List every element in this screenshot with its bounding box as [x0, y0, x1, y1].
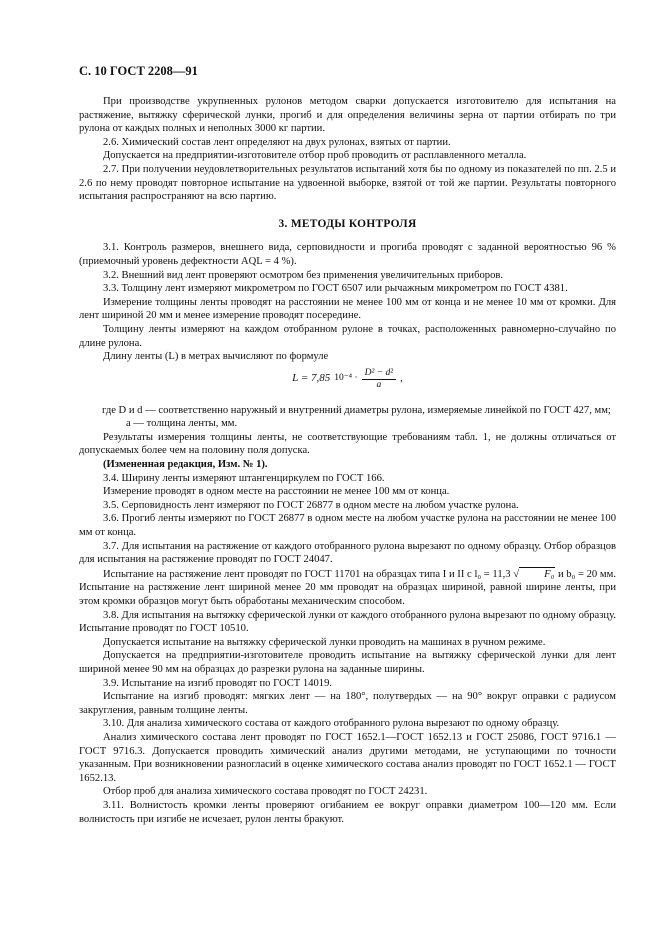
paragraph: 3.3. Толщину лент измеряют микрометром по ГОСТ 6507 или рычажным микрометром по ГОСТ 4381.: [103, 283, 568, 295]
formula-factor: 10⁻⁴ ·: [334, 373, 358, 384]
paragraph: Длину ленты (L) в метрах вычисляют по формуле: [103, 351, 329, 363]
length-formula: [79, 368, 616, 398]
paragraph: Допускается на предприятии-изготовителе проводить испытание на вытяжку сферической лунки для лент шириной менее 90 мм на образцах до разрезки рулона на заданные ширины.: [79, 650, 616, 675]
running-header: С. 10 ГОСТ 2208—91: [79, 64, 198, 78]
tensile-sqrt-value: F₀: [519, 567, 555, 582]
paragraph: Допускается на предприятии-изготовителе отбор проб проводить от расплавленного металла.: [103, 150, 527, 162]
paragraph: 2.7. При получении неудовлетворительных результатов испытаний хотя бы по одному из показателей по пп. 2.5 и 2.6 по нему проводят повторное испытание на удвоенной выборке, взятой от той же партии. Результаты повторного испытания распространяют на всю партию.: [79, 163, 616, 203]
paragraph: 3.8. Для испытания на вытяжку сферической лунки от каждого отобранного рулона вырезают по одному образцу. Испытание проводят по ГОСТ 10510.: [79, 609, 616, 635]
paragraph: 3.4. Ширину ленты измеряют штангенциркулем по ГОСТ 166.: [103, 472, 385, 484]
tensile-text-before: Испытание на растяжение лент проводят по ГОСТ 11701 на образцах типа I и II с l₀ = 11,3: [103, 568, 511, 580]
paragraph: Измерение толщины ленты проводят на расстоянии не менее 100 мм от конца и не менее 10 мм от кромки. Для лент шириной 20 мм и менее измерение проводят посередине.: [79, 296, 616, 322]
paragraph: Испытание на изгиб проводят: мягких лент — на 180°, полутвердых — на 90° вокруг оправки с радиусом закругления, равным толщине ленты.: [79, 691, 616, 716]
paragraph-tensile: [79, 567, 616, 609]
paragraph: 3.7. Для испытания на растяжение от каждого отобранного рулона вырезают по одному образцу. Отбор образцов для испытания на растяжение проводят по ГОСТ 24047.: [79, 540, 616, 566]
paragraph: 3.2. Внешний вид лент проверяют осмотром без применения увеличительных приборов.: [103, 269, 504, 281]
where-clause: где D и d — соответственно наружный и внутренний диаметры рулона, измеряемые линейкой по ГОСТ 427, мм;: [102, 404, 611, 416]
formula-fraction: [362, 368, 396, 391]
document-body: [79, 95, 616, 826]
paragraph: 3.1. Контроль размеров, внешнего вида, серповидности и прогиба проводят с заданной вероятностью 96 % (приемочный уровень дефектности AQL = 4 %).: [79, 242, 616, 267]
paragraph: Измерение проводят в одном месте на расстоянии не менее 100 мм от конца.: [103, 486, 450, 498]
formula-lhs: L = 7,85: [292, 372, 331, 385]
paragraph: 3.9. Испытание на изгиб проводят по ГОСТ 14019.: [103, 677, 333, 689]
paragraph: Результаты измерения толщины ленты, не соответствующие требованиям табл. 1, не должны отличаться от допускаемых более чем на половину поля допуска.: [79, 431, 616, 457]
paragraph: 2.6. Химический состав лент определяют на двух рулонах, взятых от партии.: [103, 136, 451, 148]
amendment-note: (Измененная редакция, Изм. № 1).: [103, 459, 268, 471]
formula-denominator: a: [376, 379, 382, 390]
where-clause: a — толщина ленты, мм.: [126, 418, 238, 430]
paragraph: 3.5. Серповидность лент измеряют по ГОСТ 26877 в одном месте на любом участке рулона.: [103, 499, 519, 511]
paragraph: Анализ химического состава лент проводят по ГОСТ 1652.1—ГОСТ 1652.13 и ГОСТ 25086, ГОСТ 9716.1 — ГОСТ 9716.3. Допускается проводить химический анализ другими методами, не уступающими по точности указанным. При возникновении разногласий в оценке химического состава анализ проводят по ГОСТ 1652.1 — ГОСТ 1652.13.: [79, 731, 616, 784]
tensile-text-after: и b₀ = 20 мм. Испытание на растяжение лент шириной менее 20 мм проводят на образцах шириной, равной ширине ленты, при этом кромки образцов могут быть обработаны механическим способом.: [79, 568, 616, 607]
paragraph: Толщину ленты измеряют на каждом отобранном рулоне в точках, расположенных равномерно-случайно по длине рулона.: [79, 323, 616, 349]
section-title: 3. МЕТОДЫ КОНТРОЛЯ: [278, 217, 417, 230]
paragraph: При производстве укрупненных рулонов методом сварки допускается изготовителю для испытания на растяжение, вытяжку сферической лунки, прогиб и для определения величины зерна от партии отбирать по три рулона от каждых полных и неполных 3000 кг партии.: [79, 96, 616, 135]
paragraph: 3.6. Прогиб ленты измеряют по ГОСТ 26877 в одном месте на любом участке рулона на расстоянии не менее 100 мм от конца.: [79, 513, 616, 539]
paragraph: Допускается испытание на вытяжку сферической лунки проводить на машинах в ручном режиме.: [103, 636, 546, 648]
formula-tail: ,: [400, 372, 403, 385]
sqrt-sign: √: [513, 568, 520, 580]
spacer: [79, 204, 616, 218]
formula-numerator: D² − d²: [362, 368, 396, 380]
paragraph: Отбор проб для анализа химического состава проводят по ГОСТ 24231.: [103, 786, 428, 798]
paragraph: 3.11. Волнистость кромки ленты проверяют огибанием ее вокруг оправки диаметром 100—120 мм. Если волнистость при изгибе не исчезает, рулон ленты бракуют.: [79, 799, 616, 825]
paragraph: 3.10. Для анализа химического состава от каждого отобранного рулона вырезают по одному образцу.: [103, 718, 560, 730]
